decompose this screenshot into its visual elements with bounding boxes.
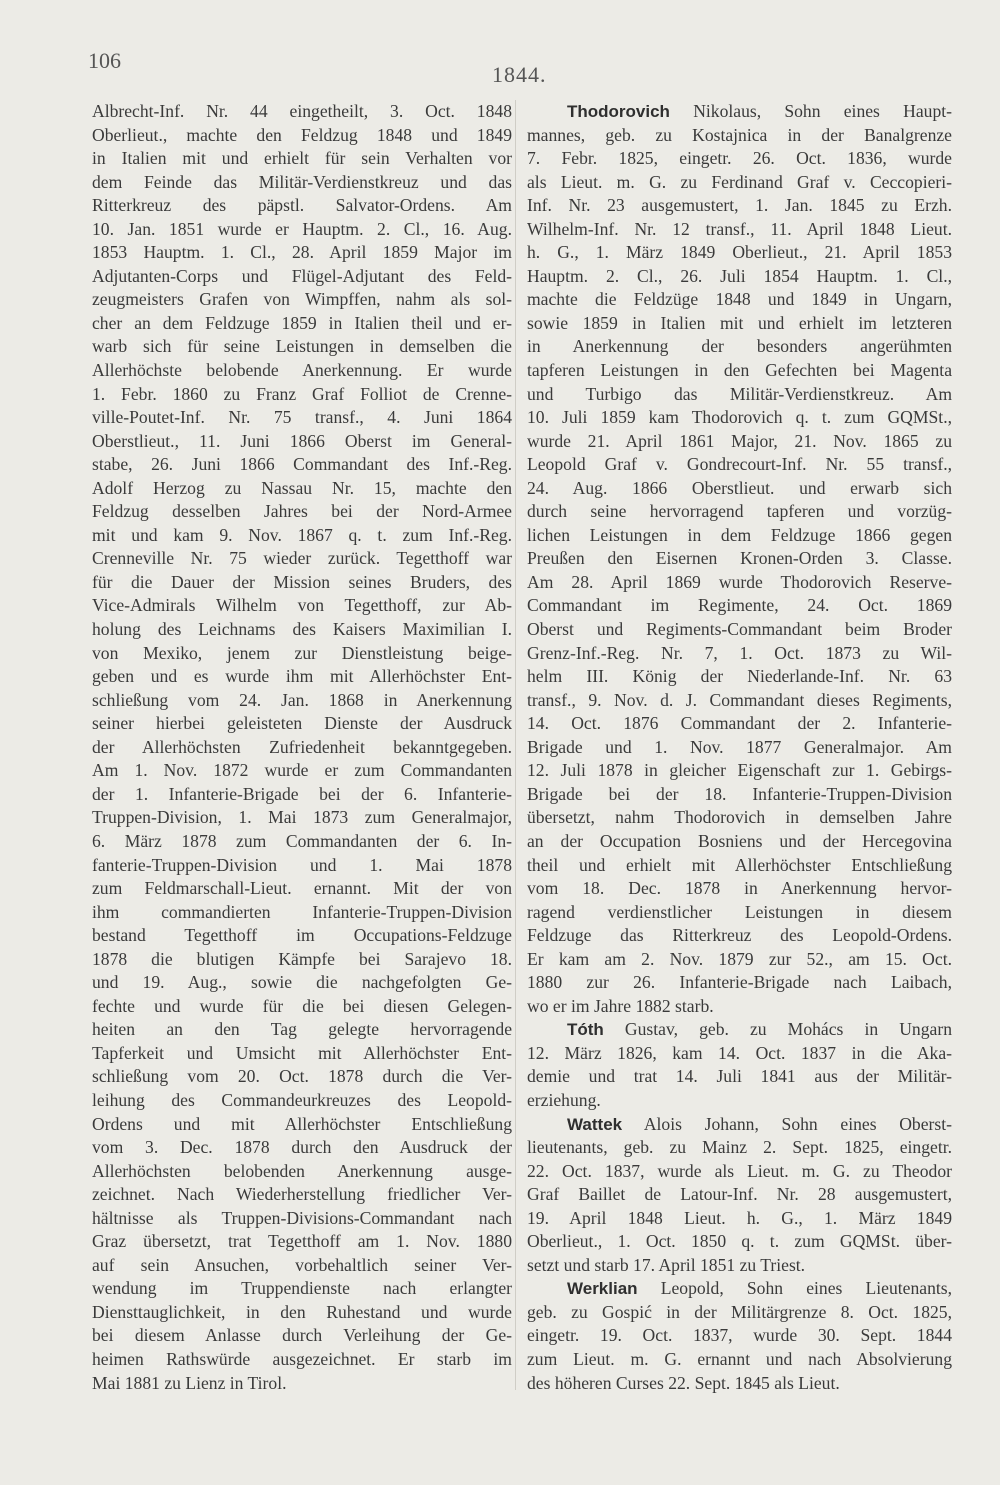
- text-line: seiner hierbei geleisteten Dienste der Ausdruck: [92, 713, 512, 734]
- text-line: 1. Febr. 1860 zu Franz Graf Folliot de Crenne-: [92, 383, 512, 404]
- entry-surname: Tóth: [567, 1020, 604, 1040]
- text-line: Truppen-Division, 1. Mai 1873 zum Generalmajor,: [92, 807, 512, 828]
- text-line: Wilhelm-Inf. Nr. 12 transf., 11. April 1848 Lieut.: [527, 218, 952, 239]
- text-line: Crenneville Nr. 75 wieder zurück. Tegetthoff war: [92, 548, 512, 569]
- text-line: der 1. Infanterie-Brigade bei der 6. Infanterie-: [92, 783, 512, 804]
- text-line: schließung vom 20. Oct. 1878 durch die Ver-: [92, 1066, 512, 1087]
- text-line: cher an dem Feldzuge 1859 in Italien theil und er-: [92, 312, 512, 333]
- entry-first-line: [527, 1018, 952, 1042]
- text-line: hältnisse als Truppen-Divisions-Commandant nach: [92, 1207, 512, 1228]
- page-year-header: 1844.: [492, 62, 547, 87]
- entry-first-line-text: Gustav, geb. zu Mohács in Ungarn: [624, 1019, 952, 1040]
- right-column: [527, 100, 952, 1395]
- text-line: Feldzuge das Ritterkreuz des Leopold-Ordens.: [527, 925, 952, 946]
- text-line: demie und trat 14. Juli 1841 aus der Militär-: [527, 1066, 952, 1087]
- biography-entry: [527, 1113, 952, 1278]
- text-line: übersetzt, nahm Thodorovich in demselben Jahre: [527, 807, 952, 828]
- text-line: fechte und wurde für die bei diesen Gelegen-: [92, 995, 512, 1016]
- page-number: 106: [88, 48, 121, 73]
- text-line: und 19. Aug., sowie die nachgefolgten Ge-: [92, 972, 512, 993]
- text-line: Brigade und 1. Nov. 1877 Generalmajor. Am: [527, 736, 952, 757]
- text-line: Oberlieut., machte den Feldzug 1848 und 1849: [92, 124, 512, 145]
- text-line: dem Feinde das Militär-Verdienstkreuz und das: [92, 171, 512, 192]
- text-line: zeugmeisters Grafen von Wimpffen, nahm als sol-: [92, 289, 512, 310]
- text-line: Hauptm. 2. Cl., 26. Juli 1854 Hauptm. 1. Cl.,: [527, 265, 952, 286]
- text-line: Graz übersetzt, trat Tegetthoff am 1. Nov. 1880: [92, 1231, 512, 1252]
- text-line: wurde 21. April 1861 Major, 21. Nov. 1865 zu: [527, 430, 952, 451]
- text-line: Feldzug desselben Jahres bei der Nord-Armee: [92, 501, 512, 522]
- text-line: 10. Juli 1859 kam Thodorovich q. t. zum GQMSt.,: [527, 407, 952, 428]
- text-line: Brigade bei der 18. Infanterie-Truppen-Division: [527, 783, 952, 804]
- text-line: mit und kam 9. Nov. 1867 q. t. zum Inf.-Reg.: [92, 524, 512, 545]
- entry-first-line-text: Leopold, Sohn eines Lieutenants,: [660, 1278, 952, 1299]
- text-line: 19. April 1848 Lieut. h. G., 1. März 1849: [527, 1207, 952, 1228]
- text-line: 10. Jan. 1851 wurde er Hauptm. 2. Cl., 16. Aug.: [92, 218, 512, 239]
- text-line: wendung im Truppendienste nach erlangter: [92, 1278, 512, 1299]
- text-line: Mai 1881 zu Lienz in Tirol.: [92, 1372, 287, 1393]
- text-line: 14. Oct. 1876 Commandant der 2. Infanterie-: [527, 713, 952, 734]
- text-line: h. G., 1. März 1849 Oberlieut., 21. April 1853: [527, 242, 952, 263]
- text-line: Commandant im Regimente, 24. Oct. 1869: [527, 595, 952, 616]
- text-line: lieutenants, geb. zu Mainz 2. Sept. 1825, eingetr.: [527, 1137, 952, 1158]
- text-line: lichen Leistungen in dem Feldzuge 1866 gegen: [527, 524, 952, 545]
- text-line: Oberst und Regiments-Commandant beim Broder: [527, 619, 952, 640]
- text-line: 12. Juli 1878 in gleicher Eigenschaft zur 1. Gebirgs-: [527, 760, 952, 781]
- text-line: mannes, geb. zu Kostajnica in der Banalgrenze: [527, 124, 952, 145]
- text-line: Preußen den Eisernen Kronen-Orden 3. Classe.: [527, 548, 952, 569]
- text-line: Adolf Herzog zu Nassau Nr. 15, machte den: [92, 477, 512, 498]
- text-line: bestand Tegetthoff im Occupations-Feldzuge: [92, 925, 512, 946]
- text-line: setzt und starb 17. April 1851 zu Triest.: [527, 1254, 806, 1275]
- text-line: leihung des Commandeurkreuzes des Leopold-: [92, 1089, 512, 1110]
- text-line: ville-Poutet-Inf. Nr. 75 transf., 4. Juni 1864: [92, 407, 512, 428]
- text-line: helm III. König der Niederlande-Inf. Nr. 63: [527, 666, 952, 687]
- text-line: und Turbigo das Militär-Verdienstkreuz. Am: [527, 383, 952, 404]
- text-line: von Mexiko, jenem zur Dienstleistung beige-: [92, 642, 512, 663]
- text-line: in Italien mit und erhielt für sein Verhalten vor: [92, 148, 512, 169]
- text-line: eingetr. 19. Oct. 1837, wurde 30. Sept. 1844: [527, 1325, 952, 1346]
- text-line: warb sich für seine Leistungen in demselben die: [92, 336, 512, 357]
- text-line: vom 3. Dec. 1878 durch den Ausdruck der: [92, 1137, 512, 1158]
- text-line: Am 1. Nov. 1872 wurde er zum Commandanten: [92, 760, 512, 781]
- entry-first-line-text: Alois Johann, Sohn eines Oberst-: [643, 1113, 952, 1134]
- entry-surname: Wattek: [567, 1114, 623, 1134]
- text-line: für die Dauer der Mission seines Bruders, des: [92, 571, 512, 592]
- text-line: Albrecht-Inf. Nr. 44 eingetheilt, 3. Oct. 1848: [92, 101, 512, 121]
- text-line: Grenz-Inf.-Reg. Nr. 7, 1. Oct. 1873 zu Wil-: [527, 642, 952, 663]
- text-line: 12. März 1826, kam 14. Oct. 1837 in die Aka-: [527, 1042, 952, 1063]
- text-line: Tapferkeit und Umsicht mit Allerhöchster Ent-: [92, 1042, 512, 1063]
- text-line: Vice-Admirals Wilhelm von Tegetthoff, zur Ab-: [92, 595, 512, 616]
- text-line: zeichnet. Nach Wiederherstellung friedlicher Ver-: [92, 1184, 512, 1205]
- text-line: holung des Leichnams des Kaisers Maximilian I.: [92, 619, 512, 640]
- left-column: [92, 100, 512, 1395]
- text-line: Ritterkreuz des päpstl. Salvator-Ordens. Am: [92, 195, 512, 216]
- column-divider: [515, 100, 516, 1390]
- text-line: Diensttauglichkeit, in den Ruhestand und wurde: [92, 1301, 512, 1322]
- text-line: zum Lieut. m. G. ernannt und nach Absolvierung: [527, 1348, 952, 1369]
- text-line: des höheren Curses 22. Sept. 1845 als Lieut.: [527, 1372, 840, 1393]
- text-line: heiten an den Tag gelegte hervorragende: [92, 1019, 512, 1040]
- text-line: geben und es wurde ihm mit Allerhöchster Ent-: [92, 666, 512, 687]
- text-line: durch seine hervorragend tapferen und vorzüg-: [527, 501, 952, 522]
- entry-first-line: [527, 100, 952, 124]
- text-line: Inf. Nr. 23 ausgemustert, 1. Jan. 1845 zu Erzh.: [527, 195, 952, 216]
- text-line: Oberlieut., 1. Oct. 1850 q. t. zum GQMSt. über-: [527, 1231, 952, 1252]
- text-line: bei diesem Anlasse durch Verleihung der Ge-: [92, 1325, 512, 1346]
- entry-first-line: [527, 1113, 952, 1137]
- entry-surname: Werklian: [567, 1279, 638, 1299]
- text-line: machte die Feldzüge 1848 und 1849 in Ungarn,: [527, 289, 952, 310]
- text-line: 24. Aug. 1866 Oberstlieut. und erwarb sich: [527, 477, 952, 498]
- text-line: fanterie-Truppen-Division und 1. Mai 1878: [92, 854, 512, 875]
- entry-surname: Thodorovich: [567, 102, 670, 121]
- text-line: ihm commandierten Infanterie-Truppen-Division: [92, 901, 512, 922]
- text-line: Graf Baillet de Latour-Inf. Nr. 28 ausgemustert,: [527, 1184, 952, 1205]
- text-line: Allerhöchsten belobenden Anerkennung ausge-: [92, 1160, 512, 1181]
- text-line: Allerhöchste belobende Anerkennung. Er wurde: [92, 360, 512, 381]
- text-line: tapferen Leistungen in den Gefechten bei Magenta: [527, 360, 952, 381]
- text-line: Am 28. April 1869 wurde Thodorovich Reserve-: [527, 571, 952, 592]
- text-line: zum Feldmarschall-Lieut. ernannt. Mit der von: [92, 878, 512, 899]
- text-line: heimen Rathswürde ausgezeichnet. Er starb im: [92, 1348, 512, 1369]
- text-line: Leopold Graf v. Gondrecourt-Inf. Nr. 55 transf.,: [527, 454, 952, 475]
- text-line: theil und erhielt mit Allerhöchster Entschließung: [527, 854, 952, 875]
- text-line: vom 18. Dec. 1878 in Anerkennung hervor-: [527, 878, 952, 899]
- text-line: Oberstlieut., 11. Juni 1866 Oberst im General-: [92, 430, 512, 451]
- text-line: geb. zu Gospić in der Militärgrenze 8. Oct. 1825,: [527, 1301, 952, 1322]
- text-line: Adjutanten-Corps und Flügel-Adjutant des Feld-: [92, 265, 512, 286]
- text-line: 1878 die blutigen Kämpfe bei Sarajevo 18.: [92, 948, 512, 969]
- text-line: auf sein Ansuchen, vorbehaltlich seiner Ver-: [92, 1254, 512, 1275]
- text-line: ragend verdienstlicher Leistungen in diesem: [527, 901, 952, 922]
- text-line: erziehung.: [527, 1089, 601, 1110]
- text-line: der Allerhöchsten Zufriedenheit bekanntgegeben.: [92, 736, 512, 757]
- text-line: transf., 9. Nov. d. J. Commandant dieses Regiments,: [527, 689, 952, 710]
- entry-first-line-text: Nikolaus, Sohn eines Haupt-: [693, 101, 952, 121]
- text-line: 1880 zur 26. Infanterie-Brigade nach Laibach,: [527, 972, 952, 993]
- biography-entry: [527, 100, 952, 1018]
- biography-entry: [527, 1277, 952, 1395]
- biography-entry: [527, 1018, 952, 1112]
- text-line: in Anerkennung der besonders angerühmten: [527, 336, 952, 357]
- text-line: an der Occupation Bosniens und der Hercegovina: [527, 830, 952, 851]
- text-line: 7. Febr. 1825, eingetr. 26. Oct. 1836, wurde: [527, 148, 952, 169]
- text-line: 22. Oct. 1837, wurde als Lieut. m. G. zu Theodor: [527, 1160, 952, 1181]
- text-line: schließung vom 24. Jan. 1868 in Anerkennung: [92, 689, 512, 710]
- text-line: 6. März 1878 zum Commandanten der 6. In-: [92, 830, 512, 851]
- text-line: wo er im Jahre 1882 starb.: [527, 995, 714, 1016]
- text-line: sowie 1859 in Italien mit und erhielt im letzteren: [527, 312, 952, 333]
- text-line: 1853 Hauptm. 1. Cl., 28. April 1859 Major im: [92, 242, 512, 263]
- text-line: als Lieut. m. G. zu Ferdinand Graf v. Ceccopieri-: [527, 171, 952, 192]
- text-line: Er kam am 2. Nov. 1879 zur 52., am 15. Oct.: [527, 948, 952, 969]
- entry-first-line: [527, 1277, 952, 1301]
- text-line: Ordens und mit Allerhöchster Entschließung: [92, 1113, 512, 1134]
- text-line: stabe, 26. Juni 1866 Commandant des Inf.-Reg.: [92, 454, 512, 475]
